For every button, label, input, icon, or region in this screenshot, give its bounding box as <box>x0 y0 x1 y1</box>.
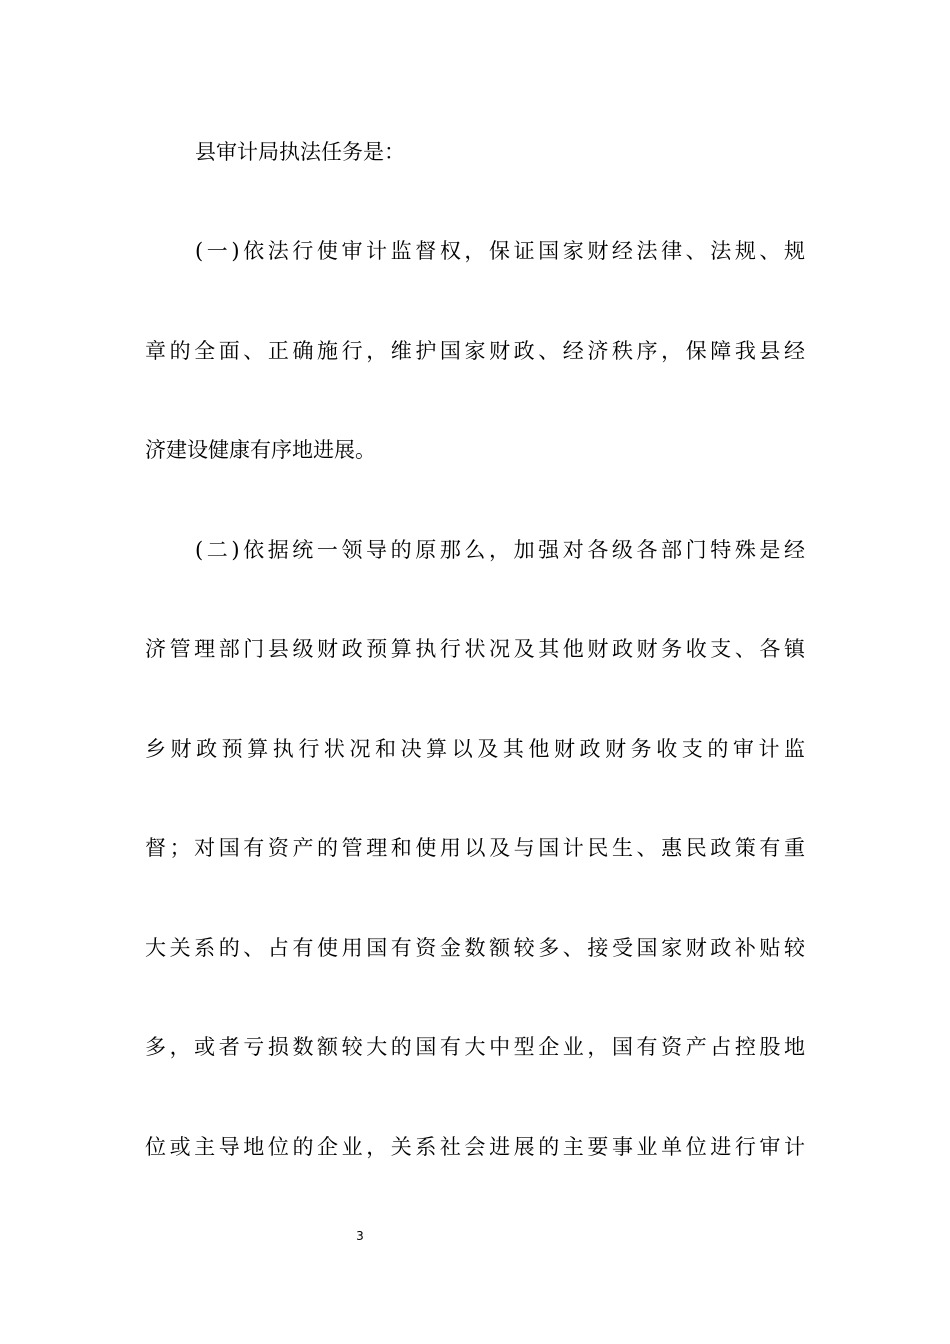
paragraph-1-line-2: 章的全面、正确施行，维护国家财政、经济秩序，保障我县经 <box>145 339 805 363</box>
paragraph-2-line-5: 大关系的、占有使用国有资金数额较多、接受国家财政补贴较 <box>145 936 805 960</box>
paragraph-2-line-3: 乡财政预算执行状况和决算以及其他财政财务收支的审计监 <box>145 737 805 761</box>
paragraph-1-line-1: (一)依法行使审计监督权，保证国家财经法律、法规、规 <box>195 239 805 263</box>
paragraph-1-line-3: 济建设健康有序地进展。 <box>145 438 376 462</box>
paragraph-2-line-1: (二)依据统一领导的原那么，加强对各级各部门特殊是经 <box>195 538 805 562</box>
paragraph-2-line-2: 济管理部门县级财政预算执行状况及其他财政财务收支、各镇 <box>145 637 805 661</box>
paragraph-2-line-6: 多，或者亏损数额较大的国有大中型企业，国有资产占控股地 <box>145 1035 805 1059</box>
page-number: 3 <box>356 1229 364 1243</box>
paragraph-2-line-7: 位或主导地位的企业，关系社会进展的主要事业单位进行审计 <box>145 1135 805 1159</box>
paragraph-2-line-4: 督；对国有资产的管理和使用以及与国计民生、惠民政策有重 <box>145 836 805 860</box>
paragraph-heading-line: 县审计局执法任务是： <box>195 140 405 164</box>
